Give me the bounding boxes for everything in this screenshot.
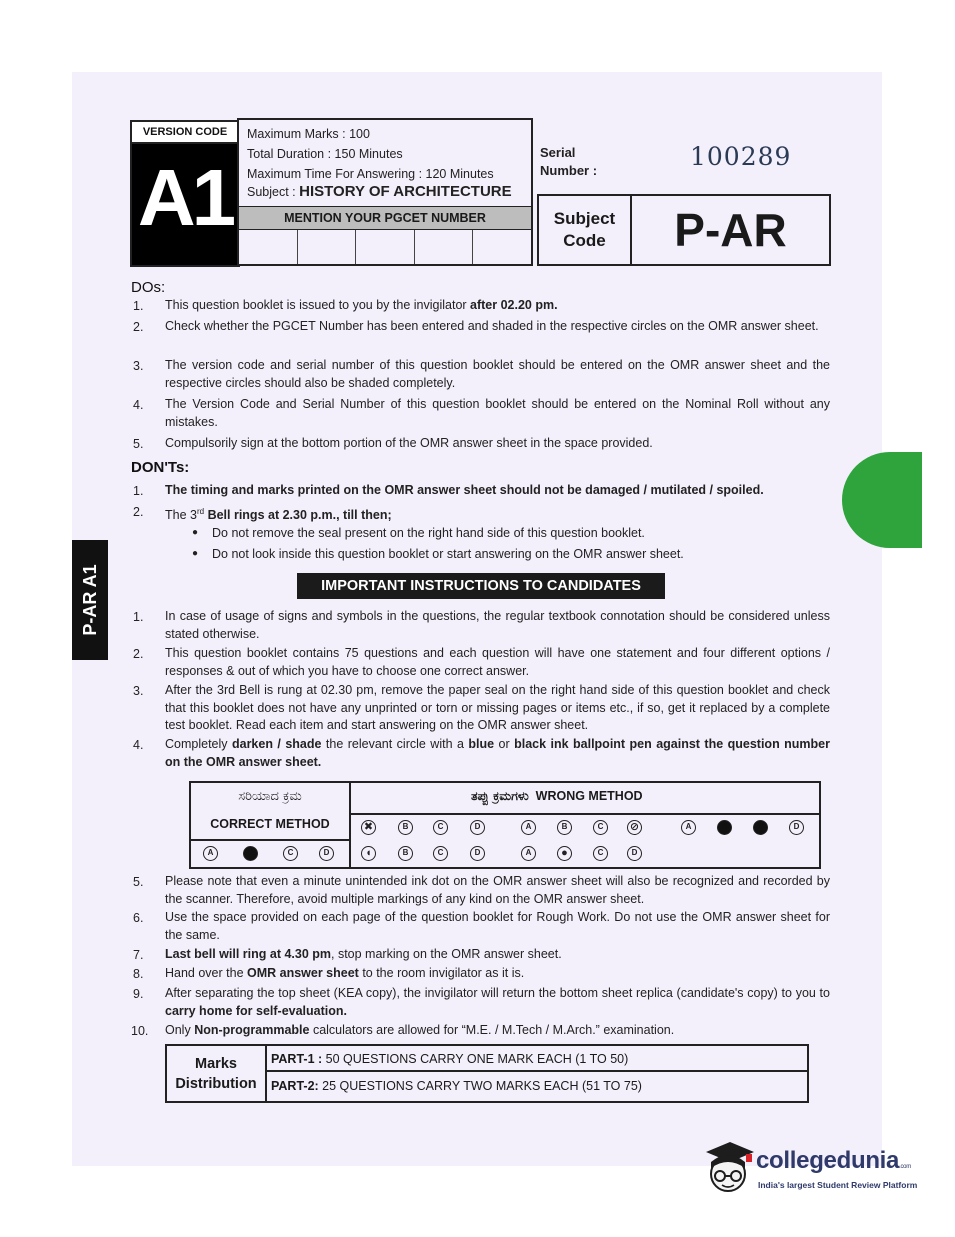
omr-bubble: C — [433, 846, 448, 861]
max-answer-time: Maximum Time For Answering : 120 Minutes — [247, 167, 494, 181]
imp-item-8-b: OMR answer sheet — [247, 966, 359, 980]
imp-item-10-c: calculators are allowed for “M.E. / M.Tech / M.Arch.” examination. — [309, 1023, 675, 1037]
dos-item-1 — [165, 297, 830, 315]
serial-label — [540, 144, 597, 180]
imp-num-5: 5. — [133, 875, 144, 889]
omr-bubble: C — [593, 846, 608, 861]
imp-item-6: Use the space provided on each page of the question booklet for Rough Work. Do not use the OMR answer sheet for the same. — [165, 910, 830, 942]
omr-bubble: D — [789, 820, 804, 835]
dos-item-5: Compulsorily sign at the bottom portion of the OMR answer sheet in the space provided. — [165, 436, 653, 450]
pgcet-cell[interactable] — [356, 230, 415, 264]
side-version-text: P-AR A1 — [80, 564, 100, 636]
pgcet-cell[interactable] — [415, 230, 474, 264]
donts-bullet-2-text: Do not look inside this question booklet or start answering on the OMR answer sheet. — [212, 547, 684, 561]
omr-bubble: B — [717, 820, 732, 835]
logo-suffix: .com — [899, 1164, 911, 1170]
imp-item-10-a: Only — [165, 1023, 195, 1037]
wrong-method-kannada: ತಪ್ಪು ಕ್ರಮಗಳು — [471, 788, 529, 803]
imp-item-10-b: Non-programmable — [194, 1023, 310, 1037]
wrong-method-header — [471, 788, 643, 804]
dos-item-1-bold: after 02.20 pm. — [470, 298, 558, 312]
marks-part-2-label: PART-2: — [271, 1079, 323, 1093]
donts-bullet-1 — [192, 526, 645, 540]
dos-item-4: The Version Code and Serial Number of this question booklet should be entered on the Nominal Roll without any mistakes. — [165, 397, 830, 429]
max-marks: Maximum Marks : 100 — [247, 127, 370, 141]
dos-num-5: 5. — [133, 437, 144, 451]
exam-info-box — [237, 118, 533, 266]
imp-num-4: 4. — [133, 738, 144, 752]
imp-num-2: 2. — [133, 647, 144, 661]
imp-item-4-f: black ink ballpoint pen against the question number on the OMR answer sheet. — [165, 737, 830, 769]
dos-item-1-text: This question booklet is issued to you by the invigilator — [165, 298, 471, 312]
omr-bubble: ◖ — [361, 846, 376, 861]
marks-distribution-label — [167, 1046, 267, 1101]
imp-item-4-e: or — [494, 737, 515, 751]
omr-bubble: B — [398, 846, 413, 861]
marks-label-line2: Distribution — [175, 1075, 257, 1092]
dos-item-2: Check whether the PGCET Number has been entered and shaded in the respective circles on the OMR answer sheet. — [165, 319, 819, 333]
pgcet-number-cells — [239, 230, 531, 264]
marks-part-1-label: PART-1 : — [271, 1052, 326, 1066]
subject-code-label-line1: Subject — [553, 209, 616, 228]
omr-bubble: D — [470, 820, 485, 835]
version-code-label: VERSION CODE — [132, 122, 238, 144]
omr-bubble: A — [521, 846, 536, 861]
donts-num-2: 2. — [133, 505, 144, 519]
omr-bubble: ✖ — [361, 820, 376, 835]
serial-label-line1: Serial — [540, 145, 576, 160]
subject-code-label-line2: Code — [563, 231, 606, 250]
omr-bubble: B — [243, 846, 258, 861]
imp-item-8-c: to the room invigilator as it is. — [358, 966, 525, 980]
version-code-box — [130, 120, 240, 267]
serial-label-line2: Number : — [540, 163, 598, 178]
imp-item-8-a: Hand over the — [165, 966, 247, 980]
subject-prefix: Subject : — [247, 185, 300, 199]
subject-code: P-AR — [674, 204, 787, 256]
subject-code-label — [539, 196, 632, 264]
omr-bubble: C — [433, 820, 448, 835]
omr-bubble: D — [319, 846, 334, 861]
omr-bubble: ● — [557, 846, 572, 861]
imp-item-10 — [165, 1022, 830, 1040]
donts-item-1: The timing and marks printed on the OMR answer sheet should not be damaged / mutilated / spoiled. — [165, 483, 764, 497]
imp-num-1: 1. — [133, 610, 144, 624]
imp-item-4 — [165, 736, 830, 771]
omr-bubble: A — [681, 820, 696, 835]
imp-item-9-a: After separating the top sheet (KEA copy), the invigilator will return the bottom sheet replica (candidate's copy) to you to — [165, 986, 830, 1000]
imp-item-4-a: Completely — [165, 737, 232, 751]
imp-item-2: This question booklet contains 75 questions and each question will have one statement and four different options / responses & out of which you have to choose one correct answer. — [165, 646, 830, 678]
important-instructions-banner: IMPORTANT INSTRUCTIONS TO CANDIDATES — [297, 573, 665, 599]
imp-num-10: 10. — [131, 1024, 149, 1038]
dos-num-3: 3. — [133, 359, 144, 373]
omr-bubble: A — [203, 846, 218, 861]
collegedunia-mascot-icon — [700, 1134, 756, 1200]
imp-item-4-b: darken / shade — [231, 737, 322, 751]
wrong-method-label: WRONG METHOD — [535, 789, 643, 803]
serial-number: 100289 — [690, 142, 792, 171]
omr-bubble: ⊘ — [627, 820, 642, 835]
donts-bullet-2 — [192, 547, 684, 561]
imp-num-6: 6. — [133, 911, 144, 925]
correct-method-kannada: ಸರಿಯಾದ ಕ್ರಮ — [238, 789, 302, 804]
omr-bubble: B — [557, 820, 572, 835]
pgcet-cell[interactable] — [473, 230, 531, 264]
imp-item-5: Please note that even a minute unintended ink dot on the OMR answer sheet will also be recognized and recorded by the scanner. Therefore, avoid multiple markings of any kind on the OMR answer sheet. — [165, 874, 830, 906]
imp-num-3: 3. — [133, 684, 144, 698]
version-code: A1 — [137, 153, 233, 242]
dos-item-3: The version code and serial number of this question booklet should be entered on the OMR answer sheet and the respective circles should also be shaded completely. — [165, 358, 830, 390]
marks-part-1 — [267, 1046, 807, 1072]
pgcet-cell[interactable] — [239, 230, 298, 264]
pgcet-cell[interactable] — [298, 230, 357, 264]
marks-label-line1: Marks — [195, 1055, 237, 1072]
imp-item-7 — [165, 946, 830, 964]
omr-bubble: D — [470, 846, 485, 861]
logo-name: collegedunia — [756, 1147, 900, 1174]
side-version-tab — [72, 540, 108, 660]
imp-item-1: In case of usage of signs and symbols in the questions, the regular textbook connotation should be considered unless stated otherwise. — [165, 609, 830, 641]
subject-line — [247, 183, 512, 200]
donts-item-2-a: The 3 — [165, 508, 197, 523]
omr-bubble: C — [283, 846, 298, 861]
marks-part-1-text: 50 QUESTIONS CARRY ONE MARK EACH (1 TO 50) — [325, 1052, 629, 1066]
imp-item-8 — [165, 965, 830, 983]
omr-method-table — [189, 781, 821, 869]
dos-num-2: 2. — [133, 320, 144, 334]
omr-bubble: D — [627, 846, 642, 861]
omr-bubble: B — [398, 820, 413, 835]
imp-item-4-d: blue — [468, 737, 495, 751]
correct-method-label: CORRECT METHOD — [210, 817, 330, 831]
collegedunia-logo-text — [756, 1147, 911, 1175]
collegedunia-tagline: India's largest Student Review Platform — [758, 1180, 918, 1190]
donts-item-2-sup: rd — [196, 507, 205, 516]
marks-part-2 — [267, 1073, 807, 1099]
imp-item-9-b: carry home for self-evaluation. — [165, 1003, 348, 1018]
dos-heading: DOs: — [131, 279, 166, 296]
donts-num-1: 1. — [133, 484, 144, 498]
imp-item-7-a: Last bell will ring at 4.30 pm — [165, 947, 332, 961]
donts-bullet-1-text: Do not remove the seal present on the right hand side of this question booklet. — [212, 526, 645, 540]
total-duration: Total Duration : 150 Minutes — [247, 147, 403, 161]
mention-pgcet-label: MENTION YOUR PGCET NUMBER — [239, 206, 531, 230]
omr-bubble: C — [753, 820, 768, 835]
donts-item-2 — [165, 503, 830, 525]
imp-item-9 — [165, 985, 830, 1020]
dos-num-1: 1. — [133, 299, 144, 313]
imp-item-4-c: the relevant circle with a — [321, 737, 469, 751]
imp-num-7: 7. — [133, 948, 144, 962]
imp-num-8: 8. — [133, 967, 144, 981]
imp-item-7-b: , stop marking on the OMR answer sheet. — [331, 947, 562, 961]
subject-name: HISTORY OF ARCHITECTURE — [299, 183, 512, 200]
marks-part-2-text: 25 QUESTIONS CARRY TWO MARKS EACH (51 TO 75) — [322, 1079, 642, 1093]
imp-num-9: 9. — [133, 987, 144, 1001]
marks-distribution-table — [165, 1044, 809, 1103]
dos-num-4: 4. — [133, 398, 144, 412]
omr-bubble: A — [521, 820, 536, 835]
donts-item-2-b: Bell rings at 2.30 p.m., till then; — [204, 508, 392, 523]
omr-bubble: C — [593, 820, 608, 835]
subject-code-box — [537, 194, 831, 266]
donts-heading: DON'Ts: — [131, 459, 190, 476]
imp-item-3: After the 3rd Bell is rung at 02.30 pm, remove the paper seal on the right hand side of this question booklet and check that this booklet does not have any unprinted or torn or missing pages or items etc., if so, get it replaced by a complete test booklet. Read each item and start answering on the OMR answer sheet. — [165, 683, 830, 732]
